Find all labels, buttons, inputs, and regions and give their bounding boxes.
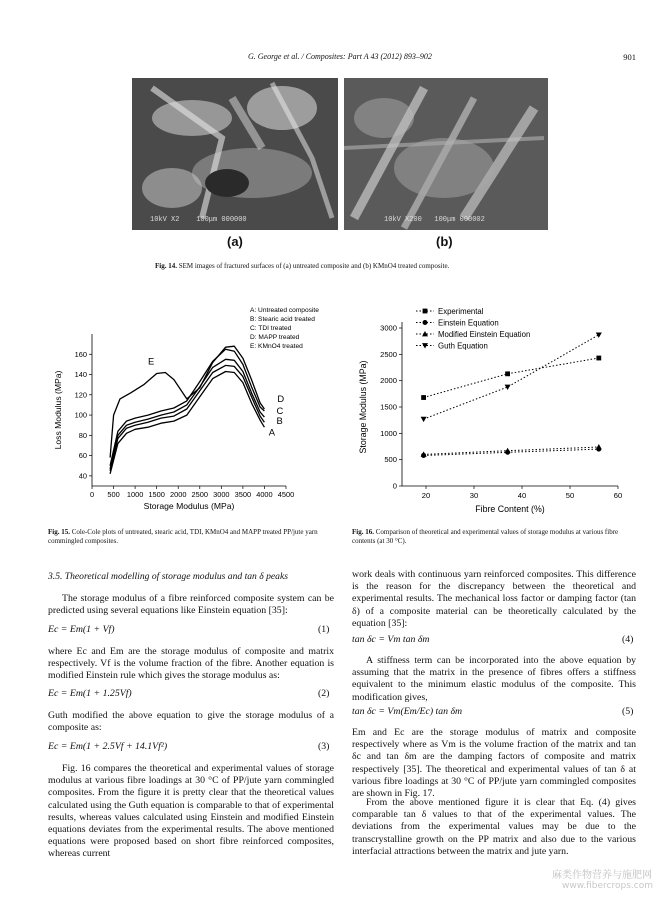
x-tick-label: 1500 — [148, 490, 165, 499]
x-tick-label: 1000 — [126, 490, 144, 499]
legend-entry: B: Stearic acid treated — [250, 316, 315, 323]
fig15-caption-text: Cole-Cole plots of untreated, stearic acid, TDI, KMnO4 and MAPP treated PP/jute yarn commingled composites. — [48, 528, 318, 545]
x-tick-label: 2500 — [191, 490, 209, 499]
fig16-caption-text: Comparison of theoretical and experimental values of storage modulus at various fibre contents (at 30 °C). — [352, 528, 619, 545]
equation-1: Ec = Em(1 + Vf) — [48, 624, 115, 635]
fig14-caption — [155, 262, 555, 271]
fig14-caption-text: SEM images of fractured surfaces of (a) untreated composite and (b) KMnO4 treated composite. — [178, 262, 450, 270]
fig16-caption-label: Fig. 16. — [352, 528, 374, 536]
y-tick-label: 2000 — [380, 376, 397, 386]
curve-label-c: C — [276, 405, 284, 417]
legend-entry: A: Untreated composite — [250, 307, 319, 314]
x-tick-label: 50 — [565, 491, 575, 500]
x-tick-label: 40 — [517, 491, 527, 500]
fig14-caption-label: Fig. 14. — [155, 262, 177, 270]
fig16-caption — [352, 528, 642, 546]
x-tick-label: 0 — [89, 490, 95, 499]
series-line — [424, 447, 599, 454]
right-paragraph-4: From the above mentioned figure it is clear that Eq. (4) gives comparable tan δ values to that of the experimental values. The deviations from the experimental values may be due to the transcrystalline growth on the PP matrix and also due to the various interfacial attractions between the matrix and jute yarn. — [352, 797, 636, 857]
y-tick-label: 120 — [74, 390, 87, 400]
x-tick-label: 3000 — [213, 490, 230, 499]
curve-label-a: A — [268, 426, 276, 438]
y-axis-title: Loss Modulus (MPa) — [53, 370, 63, 450]
series-line — [424, 358, 599, 398]
fig15-caption-label: Fig. 15. — [48, 528, 70, 536]
equation-2-number: (2) — [318, 688, 330, 699]
watermark-line-2: www.fibercrops.com — [562, 881, 653, 891]
x-tick-label: 500 — [107, 490, 120, 499]
legend-entry: E: KMnO4 treated — [250, 343, 303, 350]
x-axis-title: Fibre Content (%) — [475, 504, 545, 514]
y-tick-label: 100 — [74, 410, 87, 420]
data-point — [596, 444, 602, 449]
y-tick-label: 1500 — [380, 402, 397, 412]
sem-texture-b — [344, 78, 548, 230]
curve-label-d: D — [277, 392, 285, 404]
y-tick-label: 60 — [78, 451, 87, 461]
legend-entry: Experimental — [438, 307, 484, 316]
y-axis-title: Storage Modulus (MPa) — [358, 360, 368, 454]
x-tick-label: 30 — [469, 491, 479, 500]
x-tick-label: 4500 — [277, 490, 295, 499]
fig15-chart — [48, 298, 338, 524]
sem-image-b — [344, 78, 548, 230]
legend-entry: Einstein Equation — [438, 318, 499, 328]
right-paragraph-3: Em and Ec are the storage modulus of matrix and composite respectively where as Vm is the volume fraction of the matrix and tan δc and tan δm are the damping factors of composite and matrix respectively [35]. The theoretical and experimental values of tan δ at various fibre loadings at 30 °C of PP/jute yarn commingled composites are shown in Fig. 17. — [352, 727, 636, 800]
data-point — [505, 371, 510, 376]
equation-4-number: (4) — [622, 634, 634, 645]
x-tick-label: 60 — [613, 491, 623, 500]
page-number: 901 — [623, 52, 636, 62]
right-paragraph-1: work deals with continuous yarn reinforced composites. This difference is the reason for the discrepancy between the theoretical and experimental results. The mechanical loss factor or damping factor (tan δ) of a composite material can be theoretically calculated by the equation [35]: — [352, 569, 636, 629]
x-axis-title: Storage Modulus (MPa) — [143, 501, 235, 511]
y-tick-label: 3000 — [380, 323, 397, 333]
y-tick-label: 1000 — [380, 428, 397, 438]
legend-entry: C: TDI treated — [250, 325, 292, 332]
legend-entry: D: MAPP treated — [250, 334, 300, 341]
left-paragraph-2: where Ec and Em are the storage modulus of composite and matrix respectively. Vf is the volume fraction of the fibre. Another equation is modified Einstein rule which gives the storage modulus as: — [48, 646, 334, 682]
y-tick-label: 2500 — [380, 349, 397, 359]
data-point — [421, 395, 426, 400]
y-tick-label: 40 — [78, 471, 87, 481]
x-tick-label: 2000 — [169, 490, 187, 499]
data-point — [596, 332, 602, 337]
sem-image-a — [132, 78, 338, 230]
equation-5: tan δc = Vm(Em/Ec) tan δm — [352, 706, 463, 717]
equation-3: Ec = Em(1 + 2.5Vf + 14.1Vf²) — [48, 741, 168, 752]
curve-label-b: B — [276, 415, 283, 427]
y-tick-label: 500 — [384, 455, 397, 465]
watermark-line-1: 麻类作物营养与施肥网 — [552, 870, 652, 881]
sem-scale-label-a: 10kV X2 100μm 000000 — [150, 216, 247, 224]
fig15-caption — [48, 528, 334, 546]
fig16-chart — [352, 300, 638, 526]
left-paragraph-4: Fig. 16 compares the theoretical and experimental values of storage modulus at various fibre loadings at 30 °C of PP/jute yarn commingled composites. From the figure it is pretty clear that the theoretical values calculated using the Guth equation is comparable to that of experimental results, whereas values calculated using Einstein and modified Einstein equations deviates from the experimental results. The above mentioned equations were proposed based on short fibre reinforced composites, whereas current — [48, 763, 334, 860]
data-point — [421, 417, 427, 422]
x-tick-label: 20 — [421, 491, 431, 500]
equation-2: Ec = Em(1 + 1.25Vf) — [48, 688, 132, 699]
curve-label-e: E — [148, 355, 155, 367]
equation-4: tan δc = Vm tan δm — [352, 634, 430, 645]
left-paragraph-1: The storage modulus of a fibre reinforced composite system can be predicted using several equations like Einstein equation [35]: — [48, 593, 334, 617]
legend-marker — [423, 309, 428, 314]
sem-texture-a — [132, 78, 338, 230]
legend-marker — [423, 320, 428, 325]
section-title: 3.5. Theoretical modelling of storage modulus and tan δ peaks — [48, 571, 288, 582]
y-tick-label: 160 — [74, 349, 87, 359]
panel-label-b: (b) — [436, 234, 453, 249]
sem-scale-label-b: 10kV X200 100μm 000002 — [384, 216, 485, 224]
y-tick-label: 140 — [74, 370, 87, 380]
legend-entry: Modified Einstein Equation — [438, 330, 531, 339]
x-tick-label: 3500 — [234, 490, 252, 499]
equation-3-number: (3) — [318, 741, 330, 752]
data-point — [596, 356, 601, 361]
y-tick-label: 80 — [78, 430, 87, 440]
right-paragraph-2: A stiffness term can be incorporated into the above equation by assuming that the matrix in the presence of fibres offers a stiffness equivalent to the minimum elastic modulus of the composite. This modification gives, — [352, 655, 636, 703]
equation-5-number: (5) — [622, 706, 634, 717]
running-header: G. George et al. / Composites: Part A 43 (2012) 893–902 — [248, 52, 432, 61]
x-tick-label: 4000 — [256, 490, 273, 499]
panel-label-a: (a) — [227, 234, 243, 249]
left-paragraph-3: Guth modified the above equation to give the storage modulus of a composite as: — [48, 710, 334, 734]
legend-entry: Guth Equation — [438, 341, 488, 351]
y-tick-label: 0 — [392, 481, 397, 491]
equation-1-number: (1) — [318, 624, 330, 635]
